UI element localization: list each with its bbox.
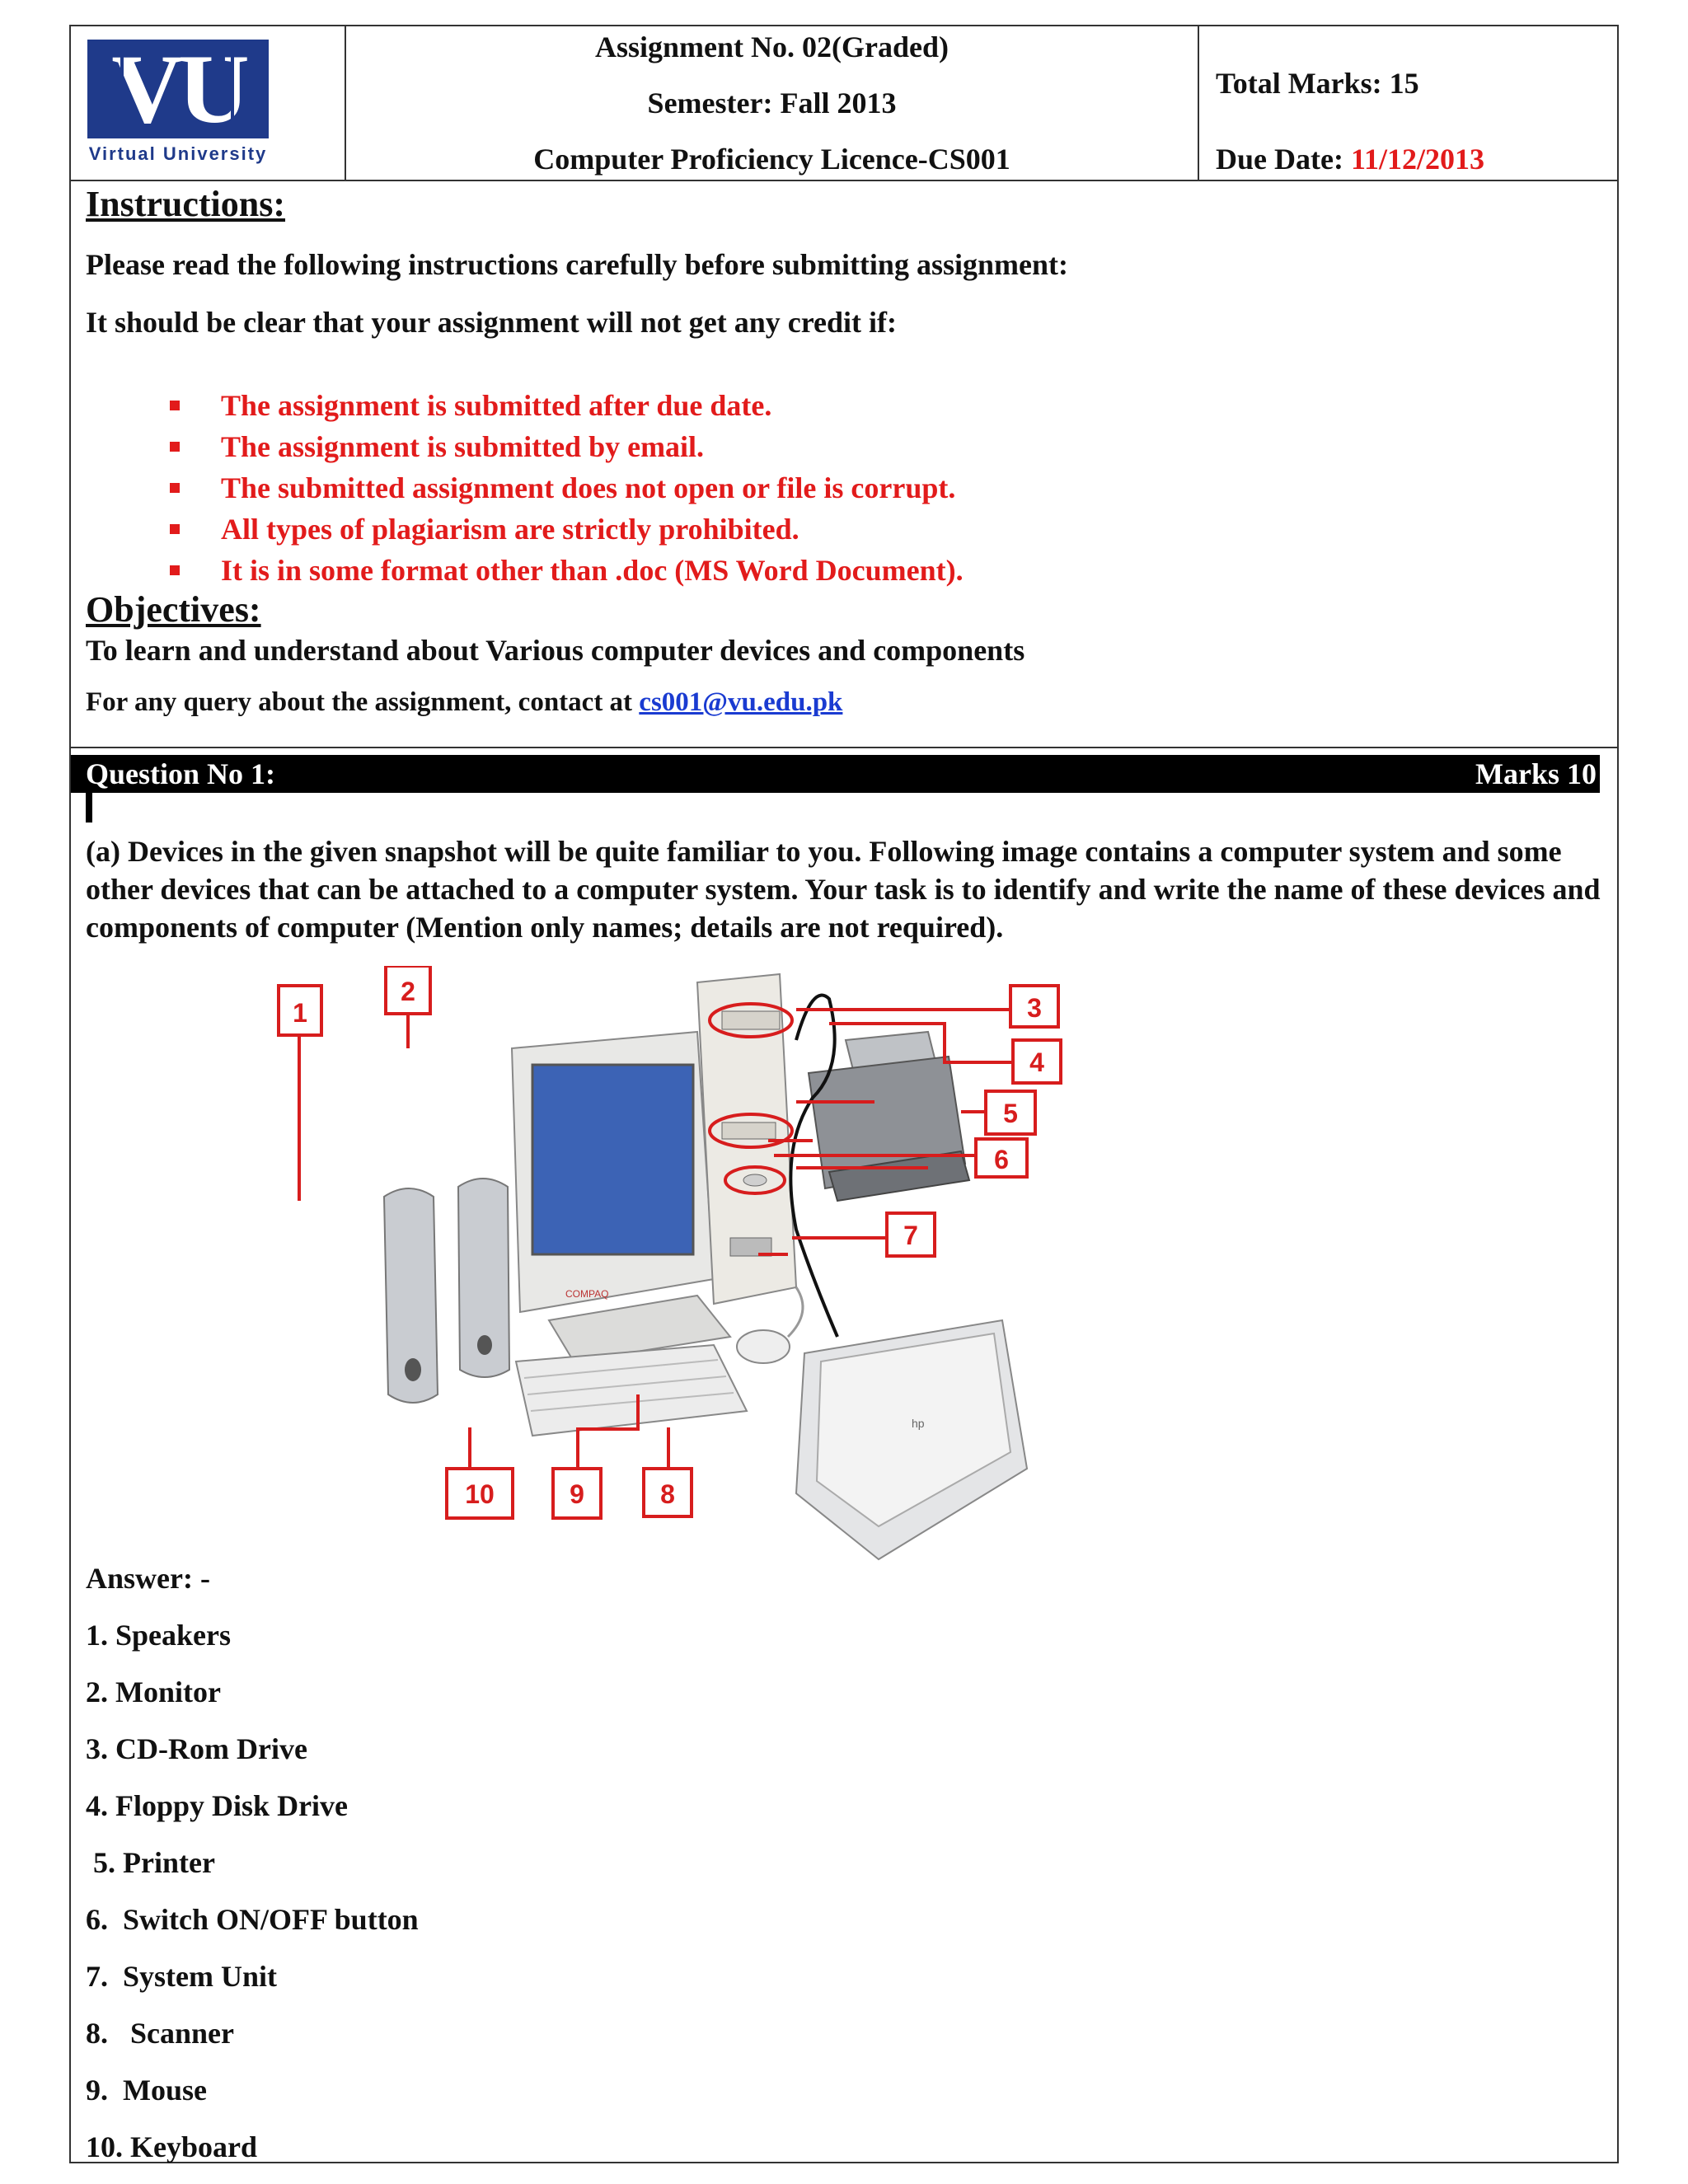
label-4 (1013, 1040, 1061, 1083)
list-item (170, 426, 964, 467)
svg-text:10: 10 (465, 1479, 495, 1509)
question-bar (71, 755, 1600, 793)
computer-devices-figure (186, 966, 1505, 1576)
svg-text:9: 9 (570, 1479, 584, 1509)
course-text: Computer Proficiency Licence-CS001 (533, 143, 1010, 176)
svg-text:8: 8 (660, 1479, 675, 1509)
objectives-heading: Objectives: (86, 589, 261, 630)
label-7 (887, 1213, 935, 1256)
label-9 (553, 1469, 601, 1518)
list-item: 1. Speakers (86, 1619, 232, 1652)
contact-email-link[interactable]: cs001@vu.edu.pk (639, 687, 843, 717)
label-5 (986, 1091, 1035, 1134)
list-item (170, 550, 964, 591)
title-cell (346, 26, 1199, 180)
list-item: 2. Monitor (86, 1675, 221, 1708)
label-2 (386, 966, 430, 1014)
query-text: For any query about the assignment, contact at (86, 687, 640, 717)
svg-text:7: 7 (903, 1221, 918, 1250)
instructions-heading: Instructions: (86, 184, 286, 224)
rule-text: The assignment is submitted after due date. (221, 389, 772, 422)
svg-text:4: 4 (1029, 1047, 1044, 1077)
monitor-brand: COMPAQ (565, 1288, 609, 1300)
answer-heading: Answer: - (86, 1562, 210, 1595)
query-line (86, 687, 842, 718)
list-item: 7. System Unit (86, 1960, 277, 1993)
list-item: 6. Switch ON/OFF button (86, 1903, 419, 1936)
svg-text:3: 3 (1027, 993, 1042, 1023)
rule-text: The assignment is submitted by email. (221, 430, 705, 463)
svg-text:5: 5 (1003, 1099, 1018, 1128)
list-item: 8. Scanner (86, 2017, 234, 2050)
list-item: 4. Floppy Disk Drive (86, 1789, 349, 1822)
list-item: 10. Keyboard (86, 2130, 258, 2163)
list-item (170, 467, 964, 509)
speakers-illustration (384, 1179, 509, 1403)
question-text: (a) Devices in the given snapshot will be quite familiar to you. Following image contains a computer system and some other devices that can be attached to a computer system. Your task is to identify and write the name of these devices and components of computer (Mention only names; details are not required). (86, 835, 1601, 944)
question-marks: Marks 10 (1475, 757, 1597, 790)
header-table (71, 26, 1617, 181)
due-date-line (1216, 142, 1484, 176)
due-date-value: 11/12/2013 (1350, 143, 1484, 176)
marks-cell (1199, 26, 1619, 180)
label-10 (447, 1469, 513, 1518)
list-item (170, 385, 964, 426)
label-6 (976, 1139, 1027, 1177)
instructions-intro: Please read the following instructions carefully before submitting assignment: (86, 248, 1068, 281)
label-8 (644, 1469, 692, 1516)
logo-caption: Virtual University (88, 143, 268, 164)
list-item: 9. Mouse (86, 2074, 207, 2107)
label-3 (1010, 986, 1058, 1027)
rules-list (170, 385, 964, 591)
svg-text:2: 2 (401, 977, 415, 1006)
total-marks: Total Marks: 15 (1216, 67, 1419, 100)
bullet-icon (170, 483, 180, 493)
document-frame (69, 25, 1619, 2163)
section-divider (71, 747, 1617, 748)
rule-text: All types of plagiarism are strictly prohibited. (221, 513, 799, 546)
bullet-icon (170, 565, 180, 575)
monitor-illustration (512, 1032, 730, 1361)
list-item (170, 509, 964, 550)
no-credit-text: It should be clear that your assignment will not get any credit if: (86, 306, 898, 339)
question-label: Question No 1: (86, 757, 276, 790)
svg-text:VU: VU (111, 34, 245, 143)
svg-text:1: 1 (293, 998, 307, 1028)
scanner-brand: hp (912, 1417, 925, 1430)
due-date-label: Due Date: (1216, 143, 1351, 176)
bullet-icon (170, 442, 180, 452)
assignment-title: Assignment No. 02(Graded) (595, 30, 949, 63)
bullet-icon (170, 524, 180, 534)
mouse-illustration (737, 1330, 790, 1363)
semester-text: Semester: Fall 2013 (647, 87, 897, 120)
scanner-illustration (796, 1320, 1027, 1559)
svg-text:6: 6 (994, 1145, 1009, 1174)
rule-text: The submitted assignment does not open or file is corrupt. (221, 471, 956, 504)
keyboard-illustration (516, 1345, 747, 1436)
bullet-icon (170, 401, 180, 410)
rule-text: It is in some format other than .doc (MS Word Document). (221, 554, 964, 587)
objectives-text: To learn and understand about Various computer devices and components (86, 634, 1025, 667)
list-item: 5. Printer (86, 1846, 215, 1879)
list-item: 3. CD-Rom Drive (86, 1732, 307, 1765)
label-1 (279, 986, 321, 1035)
logo-cell (71, 26, 346, 180)
text-cursor-mark (86, 793, 92, 823)
